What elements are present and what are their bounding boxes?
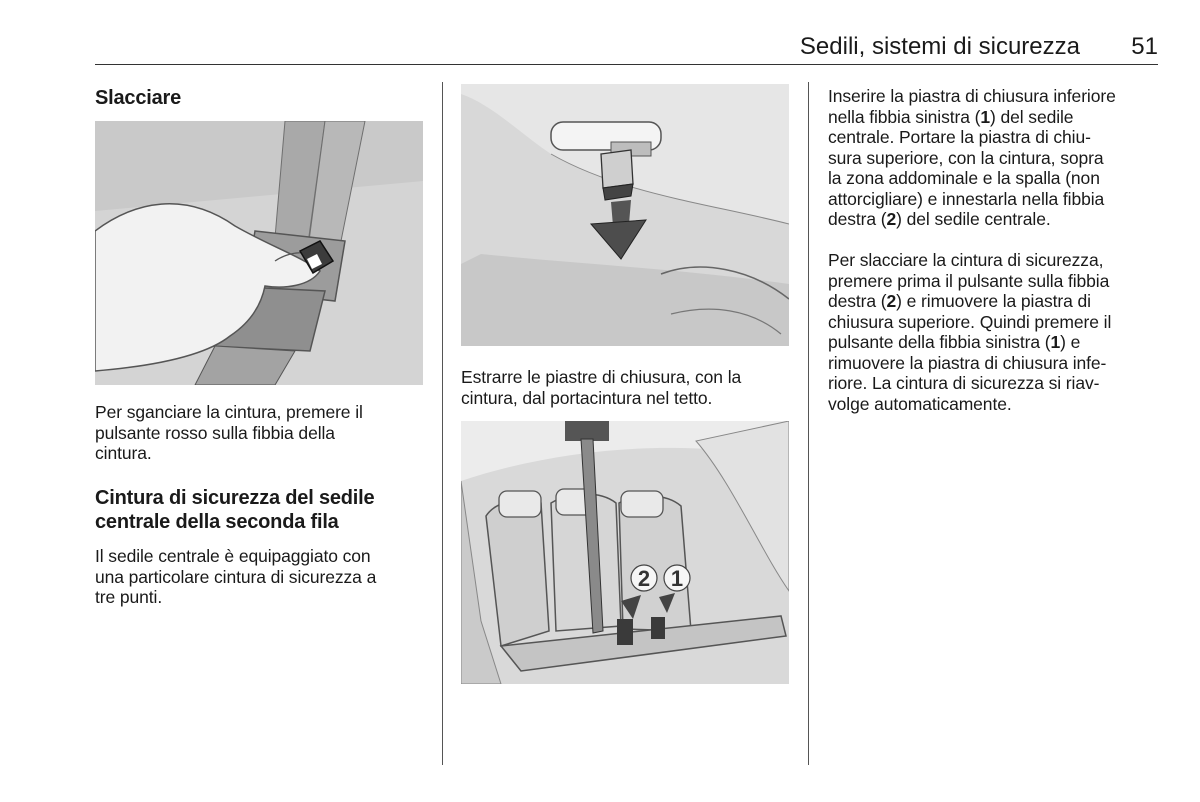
paragraph-line: una particolare cintura di sicurezza a: [95, 566, 377, 587]
paragraph-line: Per slacciare la cintura di sicurezza,: [828, 250, 1104, 270]
text-run: ) e rimuovere la piastra di: [896, 291, 1091, 311]
paragraph-middle-seat-intro: [95, 546, 435, 608]
paragraph-line: attorcigliare) e innestarla nella fibbia: [828, 188, 1105, 209]
header-rule: [95, 64, 1158, 65]
paragraph-line: [828, 291, 1168, 312]
figure-roof-belt-holder: [461, 84, 789, 346]
buckle-ref-2: 2: [886, 209, 897, 229]
buckle-ref-1: 1: [980, 106, 990, 127]
buckle-ref-2: 2: [886, 291, 897, 311]
caption-remove-plates: [461, 367, 801, 408]
caption-line: Estrarre le piastre di chiusura, con la: [461, 367, 742, 387]
paragraph-line: Inserire la piastra di chiusura inferiore: [828, 86, 1116, 106]
paragraph-line: volge automaticamente.: [828, 393, 1012, 414]
page-number: 51: [1131, 33, 1158, 60]
text-run: ) del sedile centrale.: [896, 209, 1051, 229]
paragraph-line: chiusura superiore. Quindi premere il: [828, 311, 1112, 332]
buckle-label-2: 2: [637, 566, 651, 591]
figure-rear-seat-buckles: [461, 421, 789, 684]
paragraph-line: [828, 332, 1168, 353]
text-run: destra (: [828, 209, 887, 229]
caption-line: cintura, dal portacintura nel tetto.: [461, 387, 713, 408]
paragraph-line: sura superiore, con la cintura, sopra: [828, 147, 1104, 168]
paragraph-line: centrale. Portare la piastra di chiu-: [828, 127, 1091, 147]
page-section-title: Sedili, sistemi di sicurezza: [799, 33, 1080, 60]
subheading-line: Cintura di sicurezza del sedile: [95, 487, 375, 509]
paragraph-line: la zona addominale e la spalla (non: [828, 168, 1100, 188]
paragraph-line: premere prima il pulsante sulla fibbia: [828, 270, 1110, 291]
column-divider-right: [808, 82, 809, 765]
caption-unfasten-line: cintura.: [95, 443, 152, 463]
text-run: ) e: [1060, 332, 1081, 352]
figure-unfasten-buckle: [95, 121, 423, 385]
caption-unfasten: [95, 402, 425, 464]
caption-unfasten-line: pulsante rosso sulla fibbia della: [95, 422, 335, 443]
text-run: pulsante della fibbia sinistra (: [828, 332, 1051, 352]
buckle-label-1: 1: [670, 566, 684, 591]
text-run: nella fibbia sinistra (: [828, 106, 981, 127]
paragraph-release-belt: [828, 250, 1168, 414]
paragraph-insert-plates: [828, 86, 1168, 230]
section-heading-unfasten: Slacciare: [95, 87, 182, 109]
buckle-ref-1: 1: [1050, 332, 1061, 352]
subheading-line: centrale della seconda fila: [95, 511, 339, 533]
subheading-middle-seat-belt: [95, 486, 435, 534]
paragraph-line: [828, 209, 1168, 230]
paragraph-line: Il sedile centrale è equipaggiato con: [95, 546, 371, 566]
column-divider-left: [442, 82, 443, 765]
paragraph-line: riore. La cintura di sicurezza si riav-: [828, 373, 1100, 393]
text-run: ) del sedile: [990, 106, 1074, 127]
paragraph-line: tre punti.: [95, 587, 163, 607]
text-run: destra (: [828, 291, 887, 311]
paragraph-line: [828, 107, 1168, 128]
caption-unfasten-line: Per sganciare la cintura, premere il: [95, 402, 363, 422]
paragraph-line: rimuovere la piastra di chiusura infe-: [828, 352, 1107, 373]
